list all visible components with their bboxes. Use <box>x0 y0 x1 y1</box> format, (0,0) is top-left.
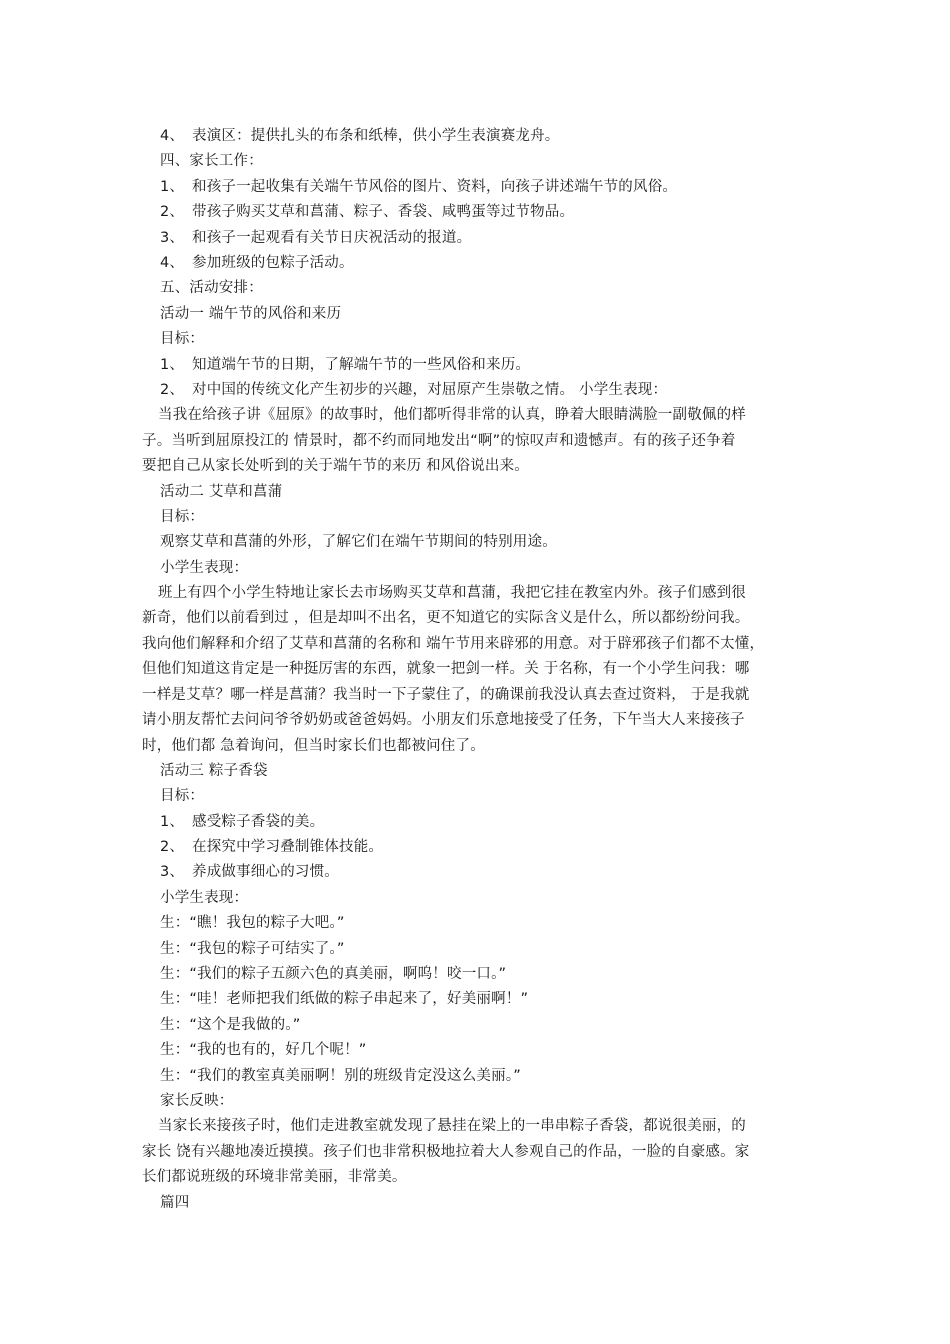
paragraph-line: 子。当听到屈原投江的 情景时，都不约而同地发出“啊”的惊叹声和遗憾声。有的孩子还争着 <box>142 432 736 449</box>
goal-label-text: 目标： <box>160 331 205 348</box>
list-text: 对中国的传统文化产生初步的兴趣，对屈原产生崇敬之情。 小学生表现： <box>192 381 668 398</box>
activity-title <box>142 302 822 327</box>
list-text: 和孩子一起观看有关节日庆祝活动的报道。 <box>192 229 472 246</box>
quote-text: 生：“瞧！我包的粽子大吧。” <box>160 915 345 932</box>
section-heading <box>142 149 822 174</box>
list-item <box>142 378 822 403</box>
paragraph-line: 长们都说班级的环境非常美丽，非常美。 <box>142 1169 407 1186</box>
list-text: 在探究中学习叠制锥体技能。 <box>192 839 384 856</box>
parent-feedback-label-text: 家长反映： <box>160 1093 234 1109</box>
paragraph-line: 但他们知道这肯定是一种挺厉害的东西，就象一把剑一样。关 于名称，有一个小学生问我：哪 <box>142 661 750 678</box>
heading-text: 四、家长工作： <box>160 153 263 170</box>
student-quote <box>142 1064 822 1089</box>
section-household <box>142 124 822 403</box>
parent-feedback-label <box>142 1089 822 1114</box>
list-item <box>142 251 822 276</box>
paragraph-line: 当我在给孩子讲《屈原》的故事时，他们都听得非常的认真，睁着大眼睛满脸一副敬佩的样 <box>158 407 746 424</box>
activity-title <box>142 759 822 784</box>
performance-label <box>142 556 822 581</box>
paragraph-line: 时，他们都 急着询问，但当时家长们也都被问住了。 <box>142 737 485 754</box>
goal-text <box>142 530 822 555</box>
list-item <box>142 226 822 251</box>
list-item <box>142 835 822 860</box>
list-item <box>142 810 822 835</box>
list-number: 1、 <box>160 356 185 373</box>
list-number: 2、 <box>160 381 185 398</box>
list-number: 2、 <box>160 839 185 856</box>
student-quote <box>142 937 822 962</box>
goal-text-content: 观察艾草和菖蒲的外形，了解它们在端午节期间的特别用途。 <box>160 534 557 551</box>
list-item <box>142 124 822 149</box>
goal-label <box>142 784 822 809</box>
list-item <box>142 175 822 200</box>
section-activity-three <box>142 759 822 1114</box>
paragraph-activity-two <box>142 581 822 759</box>
quote-text: 生：“我们的教室真美丽啊！别的班级肯定没这么美丽。” <box>160 1067 521 1084</box>
goal-label <box>142 505 822 530</box>
document-body <box>142 124 822 1216</box>
student-quote <box>142 987 822 1012</box>
paragraph-line: 新奇，他们以前看到过 ，但是却叫不出名，更不知道它的实际含义是什么，所以都纷纷问我。 <box>142 610 750 627</box>
quote-text: 生：“我包的粽子可结实了。” <box>160 940 345 957</box>
list-number: 4、 <box>160 128 185 144</box>
heading-text: 五、活动安排： <box>160 280 263 297</box>
paragraph-line: 家长 饶有兴趣地凑近摸摸。孩子们也非常积极地拉着大人参观自己的作品，一脸的自豪感。家 <box>142 1143 750 1160</box>
list-text: 养成做事细心的习惯。 <box>192 864 339 881</box>
section-heading <box>142 276 822 301</box>
paragraph-line: 一样是艾草？哪一样是菖蒲？我当时一下子蒙住了，的确课前我没认真去查过资料， 于是我就 <box>142 686 750 703</box>
list-number: 4、 <box>160 254 185 271</box>
goal-label <box>142 327 822 352</box>
performance-label <box>142 886 822 911</box>
list-text: 知道端午节的日期，了解端午节的一些风俗和来历。 <box>192 356 531 373</box>
list-text: 和孩子一起收集有关端午节风俗的图片、资料，向孩子讲述端午节的风俗。 <box>192 178 678 195</box>
list-number: 3、 <box>160 229 185 246</box>
list-number: 1、 <box>160 813 185 830</box>
activity-title-text: 活动一 端午节的风俗和来历 <box>160 305 342 322</box>
paragraph-line: 班上有四个小学生特地让家长去市场购买艾草和菖蒲，我把它挂在教室内外。孩子们感到很 <box>158 585 746 602</box>
student-quote <box>142 1038 822 1063</box>
list-number: 1、 <box>160 178 185 195</box>
student-quote <box>142 1013 822 1038</box>
goal-label-text: 目标： <box>160 788 205 805</box>
list-text: 参加班级的包粽子活动。 <box>192 254 354 271</box>
quote-text: 生：“我们的粽子五颜六色的真美丽，啊呜！咬一口。” <box>160 966 507 983</box>
goal-label-text: 目标： <box>160 508 205 525</box>
list-item <box>142 200 822 225</box>
activity-title-text: 活动三 粽子香袋 <box>160 762 268 779</box>
student-quote <box>142 962 822 987</box>
paragraph-line: 请小朋友帮忙去问问爷爷奶奶或爸爸妈妈。小朋友们乐意地接受了任务，下午当大人来接孩子 <box>142 712 745 729</box>
list-item <box>142 353 822 378</box>
list-text: 表演区：提供扎头的布条和纸棒，供小学生表演赛龙舟。 <box>192 128 560 144</box>
activity-title <box>142 480 822 505</box>
paragraph-line: 当家长来接孩子时，他们走进教室就发现了悬挂在梁上的一串串粽子香袋，都说很美丽，的 <box>158 1118 746 1135</box>
quote-text: 生：“哇！老师把我们纸做的粽子串起来了，好美丽啊！” <box>160 991 529 1008</box>
next-section-title <box>142 1191 822 1216</box>
performance-label-text: 小学生表现： <box>160 889 249 906</box>
list-number: 2、 <box>160 204 185 221</box>
list-text: 带孩子购买艾草和菖蒲、粽子、香袋、咸鸭蛋等过节物品。 <box>192 204 575 221</box>
list-text: 感受粽子香袋的美。 <box>192 813 325 830</box>
list-item <box>142 860 822 885</box>
list-number: 3、 <box>160 864 185 881</box>
paragraph-parent-feedback <box>142 1114 822 1190</box>
paragraph-line: 我向他们解释和介绍了艾草和菖蒲的名称和 端午节用来辟邪的用意。对于辟邪孩子们都不太懂， <box>142 635 765 652</box>
activity-title-text: 活动二 艾草和菖蒲 <box>160 483 283 500</box>
quote-text: 生：“这个是我做的。” <box>160 1016 301 1033</box>
student-quote <box>142 911 822 936</box>
paragraph-line: 要把自己从家长处听到的关于端午节的来历 和风俗说出来。 <box>142 458 530 475</box>
section-activity-two <box>142 480 822 582</box>
quote-text: 生：“我的也有的，好几个呢！” <box>160 1042 367 1059</box>
paragraph-activity-one <box>142 403 822 479</box>
performance-label-text: 小学生表现： <box>160 559 249 576</box>
next-section-title-text: 篇四 <box>160 1194 190 1211</box>
